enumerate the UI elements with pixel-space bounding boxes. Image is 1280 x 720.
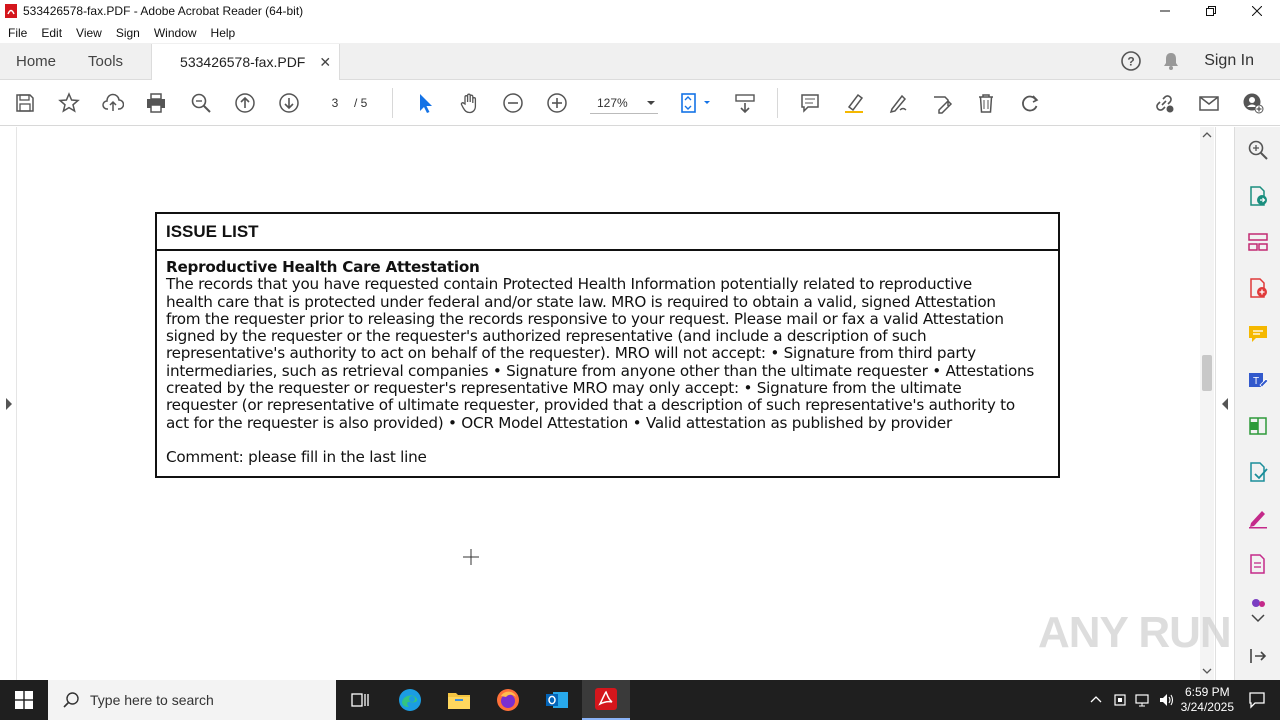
vertical-scrollbar[interactable] [1200, 127, 1214, 680]
tab-tools[interactable]: Tools [88, 52, 124, 70]
collapse-pane-icon[interactable] [1247, 645, 1269, 667]
zoom-search-icon[interactable] [189, 91, 213, 115]
scroll-down-icon[interactable] [1200, 665, 1214, 677]
body-line: from the requester prior to releasing the records responsive to your request. Please mail or fax a valid Attestation [166, 309, 1004, 328]
issue-list-box [155, 212, 1060, 478]
notification-center-icon[interactable] [1248, 691, 1266, 709]
body-line: intermediaries, such as retrieval companies • Signature from anyone other than the ultimate requester • Attestations [166, 361, 1035, 380]
menu-sign[interactable]: Sign [115, 25, 140, 40]
device-icon[interactable] [1113, 693, 1127, 707]
menu-file[interactable]: File [8, 25, 28, 40]
clock[interactable] [1181, 685, 1234, 715]
windows-logo-icon [15, 691, 33, 709]
right-tools-pane [1234, 127, 1280, 680]
menu-window[interactable]: Window [153, 25, 197, 40]
watermark: ANY RUN [1038, 608, 1231, 657]
clock-time: 6:59 PM [1184, 685, 1230, 699]
close-window-button[interactable] [1234, 0, 1280, 22]
tab-home[interactable]: Home [16, 52, 57, 70]
body-line: requester (or representative of ultimate requester, provided that a description of such representative's authority to [166, 396, 1015, 415]
share-link-icon[interactable] [1152, 91, 1176, 115]
issue-list-body [157, 251, 1058, 474]
file-explorer-icon[interactable] [435, 680, 483, 720]
title-bar [0, 0, 1280, 22]
chevron-down-icon[interactable] [1247, 611, 1269, 625]
issue-list-title: ISSUE LIST [157, 214, 1058, 251]
export-pdf-icon[interactable] [1247, 185, 1269, 207]
compress-pdf-icon[interactable] [1247, 415, 1269, 437]
start-button[interactable] [0, 680, 48, 720]
delete-trash-icon[interactable] [974, 91, 998, 115]
create-pdf-icon[interactable] [1247, 277, 1269, 299]
edge-browser-icon[interactable] [386, 680, 434, 720]
hand-tool-icon[interactable] [457, 91, 481, 115]
comment-icon[interactable] [798, 91, 822, 115]
organize-pages-icon[interactable] [1247, 231, 1269, 253]
send-for-review-icon[interactable] [1247, 461, 1269, 483]
scrollbar-thumb[interactable] [1202, 355, 1212, 391]
chevron-up-icon[interactable] [1089, 693, 1103, 707]
body-line: signed by the requester or the requester's authorized representative (and include a description of such [166, 327, 927, 346]
scroll-mode-icon[interactable] [733, 91, 757, 115]
menu-view[interactable]: View [76, 25, 102, 40]
body-line: The records that you have requested contain Protected Health Information potentially related to reproductive [166, 275, 972, 294]
select-cursor-icon[interactable] [413, 91, 437, 115]
bookmark-star-icon[interactable] [57, 91, 81, 115]
crosshair-cursor-icon [462, 548, 480, 566]
body-line: representative's authority to act on behalf of the requester). MRO will not accept: • Signature from third party [166, 344, 976, 363]
email-icon[interactable] [1197, 91, 1221, 115]
zoom-out-icon[interactable] [501, 91, 525, 115]
task-view-icon[interactable] [336, 680, 384, 720]
collapse-right-panel-icon[interactable] [1220, 397, 1230, 411]
search-icon [62, 691, 80, 709]
system-tray [1089, 680, 1280, 720]
previous-page-icon[interactable] [233, 91, 257, 115]
help-icon[interactable] [1120, 50, 1142, 72]
fit-page-icon[interactable] [676, 91, 716, 115]
left-panel-toggle[interactable] [0, 127, 17, 680]
tab-document[interactable] [151, 44, 340, 80]
draw-freehand-icon[interactable] [886, 91, 910, 115]
chevron-down-icon [646, 98, 656, 108]
clock-date: 3/24/2025 [1180, 700, 1234, 714]
more-tools-icon[interactable] [1247, 553, 1269, 575]
window-title: 533426578-fax.PDF - Adobe Acrobat Reader (64-bit) [23, 4, 304, 18]
zoom-level-value: 127% [597, 95, 628, 110]
fill-sign-icon[interactable] [930, 91, 954, 115]
menu-edit[interactable]: Edit [41, 25, 63, 40]
page-total: / 5 [354, 96, 368, 110]
svg-text:?: ? [1127, 54, 1135, 69]
svg-text:T: T [1252, 376, 1260, 387]
sign-in-button[interactable]: Sign In [1204, 52, 1254, 69]
scroll-up-icon[interactable] [1200, 129, 1214, 141]
firefox-icon[interactable] [484, 680, 532, 720]
acrobat-app-icon [4, 4, 18, 18]
comment-text: Comment: please fill in the last line [166, 447, 427, 466]
network-icon[interactable] [1135, 693, 1151, 707]
minimize-button[interactable] [1142, 0, 1188, 22]
body-line: health care that is protected under federal and/or state law. MRO is required to obtain a valid, signed Attestation [166, 292, 996, 311]
body-line: act for the requester is also provided) • OCR Model Attestation • Valid attestation as published by provider [166, 413, 952, 432]
tab-bar [0, 43, 1280, 80]
fill-sign-tool-icon[interactable] [1247, 507, 1269, 529]
menu-bar [0, 22, 1280, 43]
body-line: created by the requester or requester's representative MRO may only accept: • Signature from the ultimate [166, 379, 962, 398]
restore-button[interactable] [1188, 0, 1234, 22]
page-number-input[interactable] [321, 92, 349, 114]
highlight-pen-icon[interactable] [842, 91, 866, 115]
edit-pdf-icon[interactable] [1247, 369, 1269, 391]
add-user-icon[interactable] [1241, 91, 1265, 115]
acrobat-reader-taskbar-icon[interactable] [582, 680, 630, 720]
expand-left-panel-icon[interactable] [4, 397, 14, 411]
zoom-in-icon[interactable] [545, 91, 569, 115]
right-panel-toggle[interactable] [1215, 127, 1233, 680]
save-icon[interactable] [13, 91, 37, 115]
protect-tool-icon[interactable] [1247, 595, 1269, 607]
windows-taskbar [0, 680, 1280, 720]
attestation-heading: Reproductive Health Care Attestation [166, 258, 480, 276]
next-page-icon[interactable] [277, 91, 301, 115]
print-icon[interactable] [144, 91, 168, 115]
notifications-bell-icon[interactable] [1160, 50, 1182, 72]
taskbar-search-box[interactable] [48, 680, 336, 720]
zoom-level-dropdown[interactable] [590, 92, 658, 114]
menu-help[interactable]: Help [210, 25, 236, 40]
volume-icon[interactable] [1159, 693, 1175, 707]
comment-tool-icon[interactable] [1247, 323, 1269, 345]
rotate-icon[interactable] [1018, 91, 1042, 115]
outlook-icon[interactable] [533, 680, 581, 720]
search-zoom-tool-icon[interactable] [1247, 139, 1269, 161]
search-placeholder: Type here to search [90, 692, 214, 708]
upload-cloud-icon[interactable] [101, 91, 125, 115]
tab-document-label: 533426578-fax.PDF [180, 54, 306, 70]
close-tab-icon[interactable]: ✕ [319, 53, 332, 70]
